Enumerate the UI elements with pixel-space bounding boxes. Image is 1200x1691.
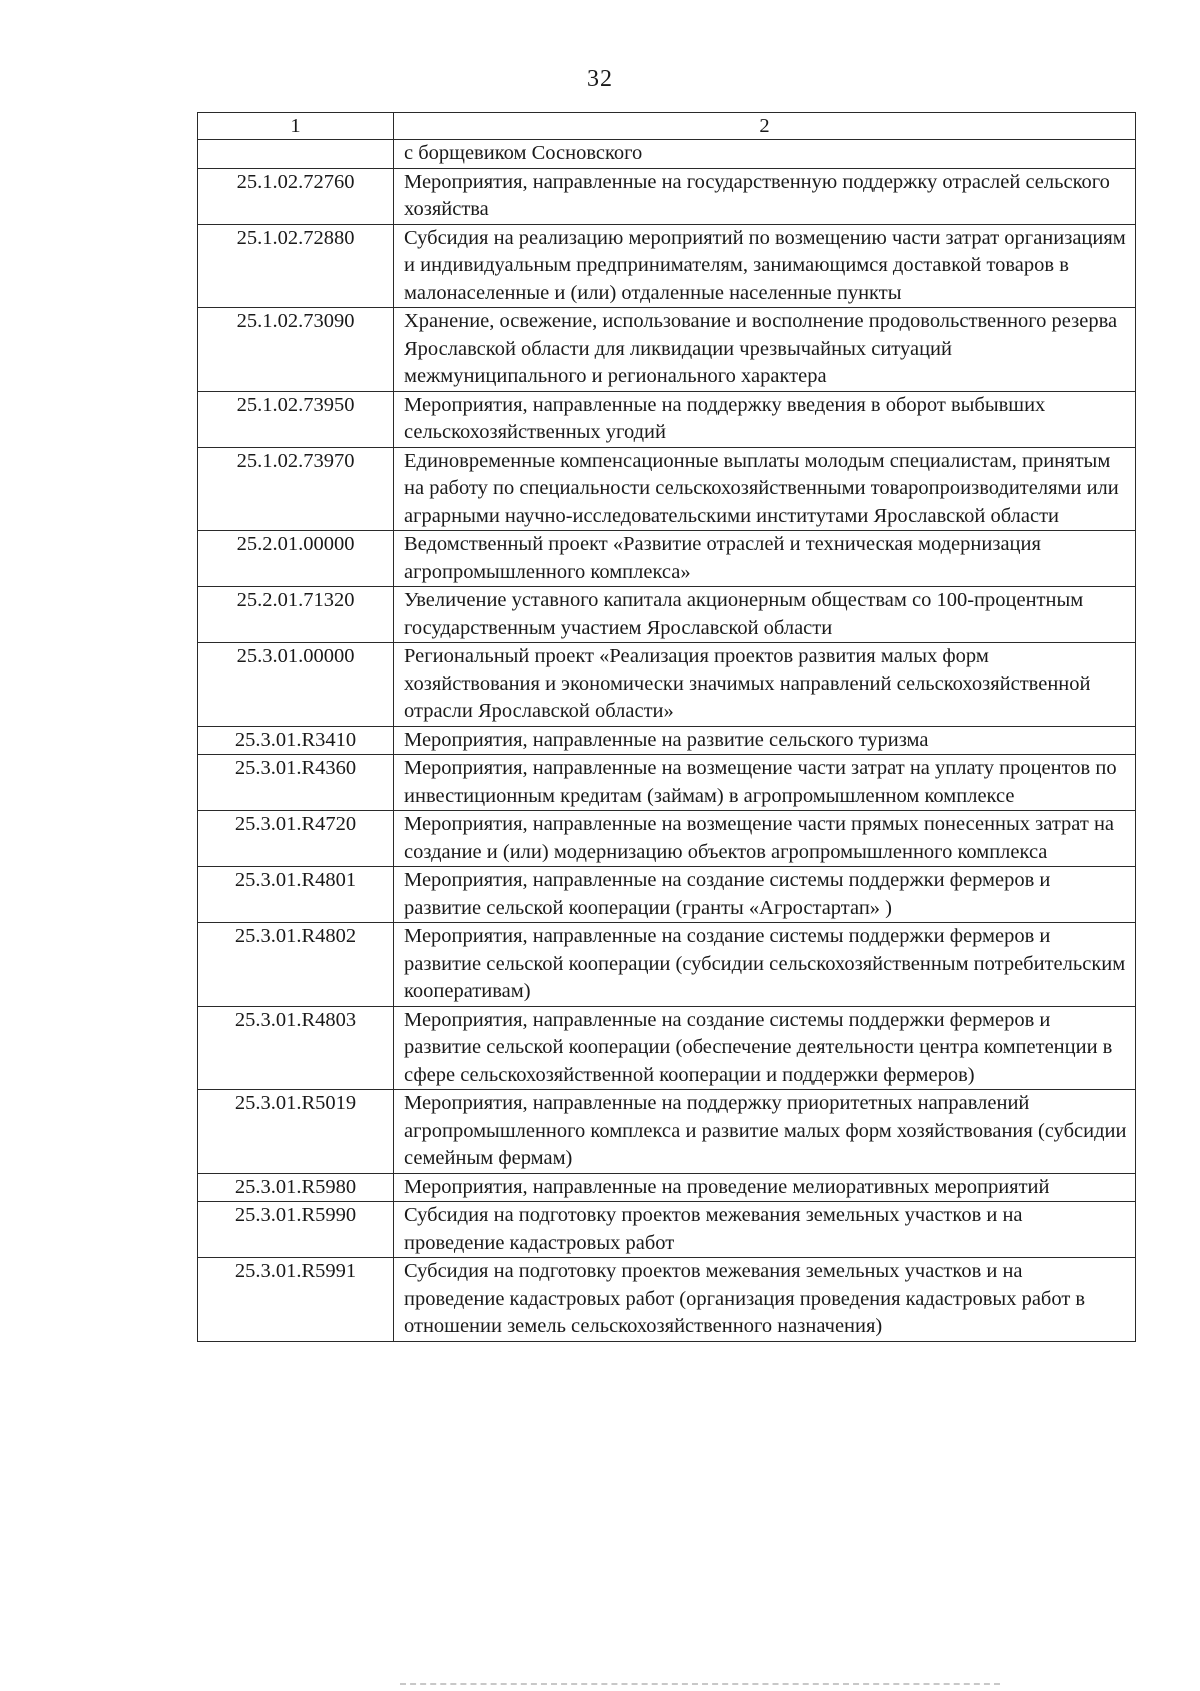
row-description-cell: Мероприятия, направленные на возмещение части затрат на уплату процентов по инвестиционным кредитам (займам) в агропромышленном комплексе: [394, 755, 1136, 811]
table-row: [198, 224, 1136, 308]
row-description-cell: Мероприятия, направленные на возмещение части прямых понесенных затрат на создание и (или) модернизацию объектов агропромышленного комплекса: [394, 811, 1136, 867]
row-code-cell: 25.1.02.73970: [198, 447, 394, 531]
table-row: [198, 923, 1136, 1007]
row-description-cell: Субсидия на подготовку проектов межевания земельных участков и на проведение кадастровых работ (организация проведения кадастровых работ в отношении земель сельскохозяйственного назначения): [394, 1258, 1136, 1342]
table-row: [198, 140, 1136, 169]
row-description-cell: Ведомственный проект «Развитие отраслей и техническая модернизация агропромышленного комплекса»: [394, 531, 1136, 587]
budget-classification-table: [197, 112, 1136, 1342]
table-row: [198, 726, 1136, 755]
row-code-cell: 25.3.01.R4803: [198, 1006, 394, 1090]
row-description-cell: Мероприятия, направленные на создание системы поддержки фермеров и развитие сельской кооперации (гранты «Агростартап» ): [394, 867, 1136, 923]
table-row: [198, 1202, 1136, 1258]
table-row: [198, 811, 1136, 867]
table-row: [198, 1173, 1136, 1202]
row-code-cell: 25.1.02.73950: [198, 391, 394, 447]
row-code-cell: 25.3.01.R5990: [198, 1202, 394, 1258]
table-row: [198, 531, 1136, 587]
row-description-cell: Мероприятия, направленные на создание системы поддержки фермеров и развитие сельской кооперации (субсидии сельскохозяйственным потребительским кооперативам): [394, 923, 1136, 1007]
table-row: [198, 755, 1136, 811]
row-description-cell: Увеличение уставного капитала акционерным обществам со 100-процентным государственным участием Ярославской области: [394, 587, 1136, 643]
row-code-cell: 25.3.01.00000: [198, 643, 394, 727]
column-header-description: 2: [394, 113, 1136, 140]
row-code-cell: 25.3.01.R5980: [198, 1173, 394, 1202]
row-description-cell: с борщевиком Сосновского: [394, 140, 1136, 169]
table-row: [198, 587, 1136, 643]
page-number: 32: [587, 66, 613, 92]
table-row: [198, 168, 1136, 224]
row-code-cell: 25.3.01.R4720: [198, 811, 394, 867]
row-description-cell: Мероприятия, направленные на проведение мелиоративных мероприятий: [394, 1173, 1136, 1202]
row-code-cell: 25.3.01.R4802: [198, 923, 394, 1007]
table-row: [198, 1090, 1136, 1174]
row-description-cell: Субсидия на подготовку проектов межевания земельных участков и на проведение кадастровых работ: [394, 1202, 1136, 1258]
row-code-cell: 25.3.01.R4801: [198, 867, 394, 923]
table-row: [198, 447, 1136, 531]
row-description-cell: Единовременные компенсационные выплаты молодым специалистам, принятым на работу по специальности сельскохозяйственными товаропроизводителями или аграрными научно-исследовательскими институтами Ярославской области: [394, 447, 1136, 531]
row-description-cell: Хранение, освежение, использование и восполнение продовольственного резерва Ярославской области для ликвидации чрезвычайных ситуаций межмуниципального и регионального характера: [394, 308, 1136, 392]
row-description-cell: Мероприятия, направленные на создание системы поддержки фермеров и развитие сельской кооперации (обеспечение деятельности центра компетенции в сфере сельскохозяйственной кооперации и поддержки фермеров): [394, 1006, 1136, 1090]
row-description-cell: Мероприятия, направленные на поддержку приоритетных направлений агропромышленного комплекса и развитие малых форм хозяйствования (субсидии семейным фермам): [394, 1090, 1136, 1174]
row-code-cell: 25.3.01.R5019: [198, 1090, 394, 1174]
table-row: [198, 643, 1136, 727]
table-row: [198, 391, 1136, 447]
row-description-cell: Мероприятия, направленные на государственную поддержку отраслей сельского хозяйства: [394, 168, 1136, 224]
row-code-cell: 25.3.01.R4360: [198, 755, 394, 811]
table-row: [198, 1006, 1136, 1090]
row-description-cell: Региональный проект «Реализация проектов развития малых форм хозяйствования и экономически значимых направлений сельскохозяйственной отрасли Ярославской области»: [394, 643, 1136, 727]
row-code-cell: 25.1.02.72760: [198, 168, 394, 224]
table-body: [198, 140, 1136, 1342]
table-row: [198, 1258, 1136, 1342]
table-header-row: [198, 113, 1136, 140]
row-code-cell: [198, 140, 394, 169]
row-description-cell: Субсидия на реализацию мероприятий по возмещению части затрат организациям и индивидуальным предпринимателям, занимающимся доставкой товаров в малонаселенные и (или) отдаленные населенные пункты: [394, 224, 1136, 308]
row-description-cell: Мероприятия, направленные на поддержку введения в оборот выбывших сельскохозяйственных угодий: [394, 391, 1136, 447]
row-code-cell: 25.3.01.R3410: [198, 726, 394, 755]
row-code-cell: 25.1.02.73090: [198, 308, 394, 392]
row-code-cell: 25.2.01.00000: [198, 531, 394, 587]
scan-artifact-line: [400, 1683, 1000, 1687]
table-row: [198, 867, 1136, 923]
table-row: [198, 308, 1136, 392]
row-code-cell: 25.1.02.72880: [198, 224, 394, 308]
column-header-code: 1: [198, 113, 394, 140]
row-code-cell: 25.2.01.71320: [198, 587, 394, 643]
row-description-cell: Мероприятия, направленные на развитие сельского туризма: [394, 726, 1136, 755]
row-code-cell: 25.3.01.R5991: [198, 1258, 394, 1342]
